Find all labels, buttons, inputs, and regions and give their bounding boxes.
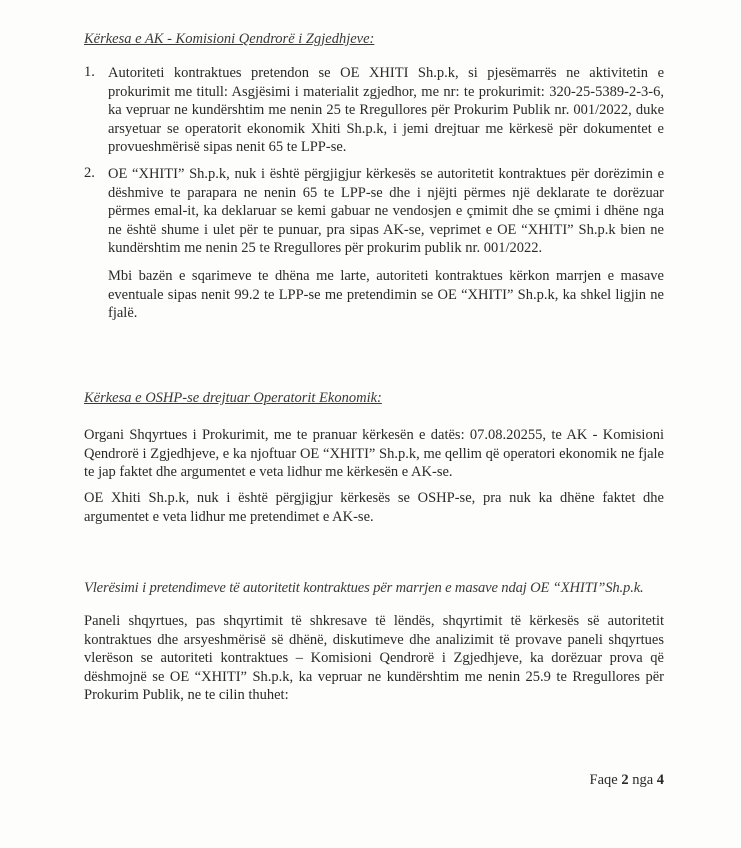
- footer-prefix: Faqe: [589, 772, 618, 788]
- item-number: 1.: [84, 64, 95, 80]
- item-number: 2.: [84, 165, 95, 181]
- section-heading-ak-request: Kërkesa e AK - Komisioni Qendrorë i Zgjedhjeve:: [84, 31, 375, 47]
- section-heading-evaluation: Vlerësimi i pretendimeve të autoritetit kontraktues për marrjen e masave ndaj OE “XHITI”Sh.p.k.: [84, 580, 644, 596]
- footer-middle: nga: [632, 772, 654, 788]
- oe-no-response-paragraph: OE Xhiti Sh.p.k, nuk i është përgjigjur kërkesës se OSHP-se, pra nuk ka dhëne faktet dhe argumentet e veta lidhur me pretendimet e AK-se.: [84, 490, 664, 525]
- evaluation-paragraph: Paneli shqyrtues, pas shqyrtimit të shkresave të lëndës, shqyrtimit të kërkesës së autoritetit kontraktues dhe arsyeshmërisë së dhënë, diskutimeve dhe analizimit të provave paneli shqyrtues vlerëson se autoriteti kontraktues – Komisioni Qendrorë i Zgjedhjeve, ka dorëzuar prova që dëshmojnë se OE “XHITI” Sh.p.k, ka vepruar ne kundërshtim me nenin 25.9 te Rregullores për Prokurim Publik, ne te cilin thuhet:: [84, 613, 664, 704]
- current-page-number: 2: [621, 772, 629, 788]
- total-page-count: 4: [656, 772, 664, 788]
- item-text: OE “XHITI” Sh.p.k, nuk i është përgjigjur kërkesës se autoritetit kontraktues për dorëzimin e dëshmive te parapara ne nenin 65 te LPP-se dhe i njëjti përmes një deklarate te dorëzuar përmes emal-it, ka deklaruar se kemi gabuar ne vendosjen e çmimit dhe se çmimi i dhëne nga ne është shume i ulet për te punuar, pra sipas AK-se, veprimet e OE “XHITI” Sh.p.k bien ne kundërshtim me nenin 25 te Rregullores për prokurim publik nr. 001/2022.: [108, 166, 664, 257]
- page-number-footer: [590, 772, 665, 789]
- oshp-notification-paragraph: Organi Shqyrtues i Prokurimit, me te pranuar kërkesën e datës: 07.08.20255, te AK - Komisioni Qendrorë i Zgjedhjeve, e ka njoftuar OE “XHITI” Sh.p.k, me qellim që operatori ekonomik ne fjale te jap faktet dhe argumentet e veta lidhur me kërkesën e AK-se.: [84, 427, 664, 481]
- item-text: Autoriteti kontraktues pretendon se OE XHITI Sh.p.k, si pjesëmarrës ne aktivitetin e prokurimit me titull: Asgjësimi i materialit zgjedhor, me nr: te prokurimit: 320-25-5389-2-3-6, ka vepruar ne kundërshtim me nenin 25 te Rregullores për Prokurim Publik nr. 001/2022, duke arsyetuar se operatorit ekonomik Xhiti Sh.p.k, i jemi drejtuar me kërkesë për dokumentet e provueshmërisë sipas nenit 65 te LPP-se.: [108, 65, 664, 156]
- section-heading-oshp-request: Kërkesa e OSHP-se drejtuar Operatorit Ekonomik:: [84, 390, 382, 406]
- ak-request-conclusion: Mbi bazën e sqarimeve te dhëna me larte, autoriteti kontraktues kërkon marrjen e masave eventuale sipas nenit 99.2 te LPP-se me pretendimin se OE “XHITI” Sh.p.k, ka shkel ligjin ne fjalë.: [108, 268, 664, 322]
